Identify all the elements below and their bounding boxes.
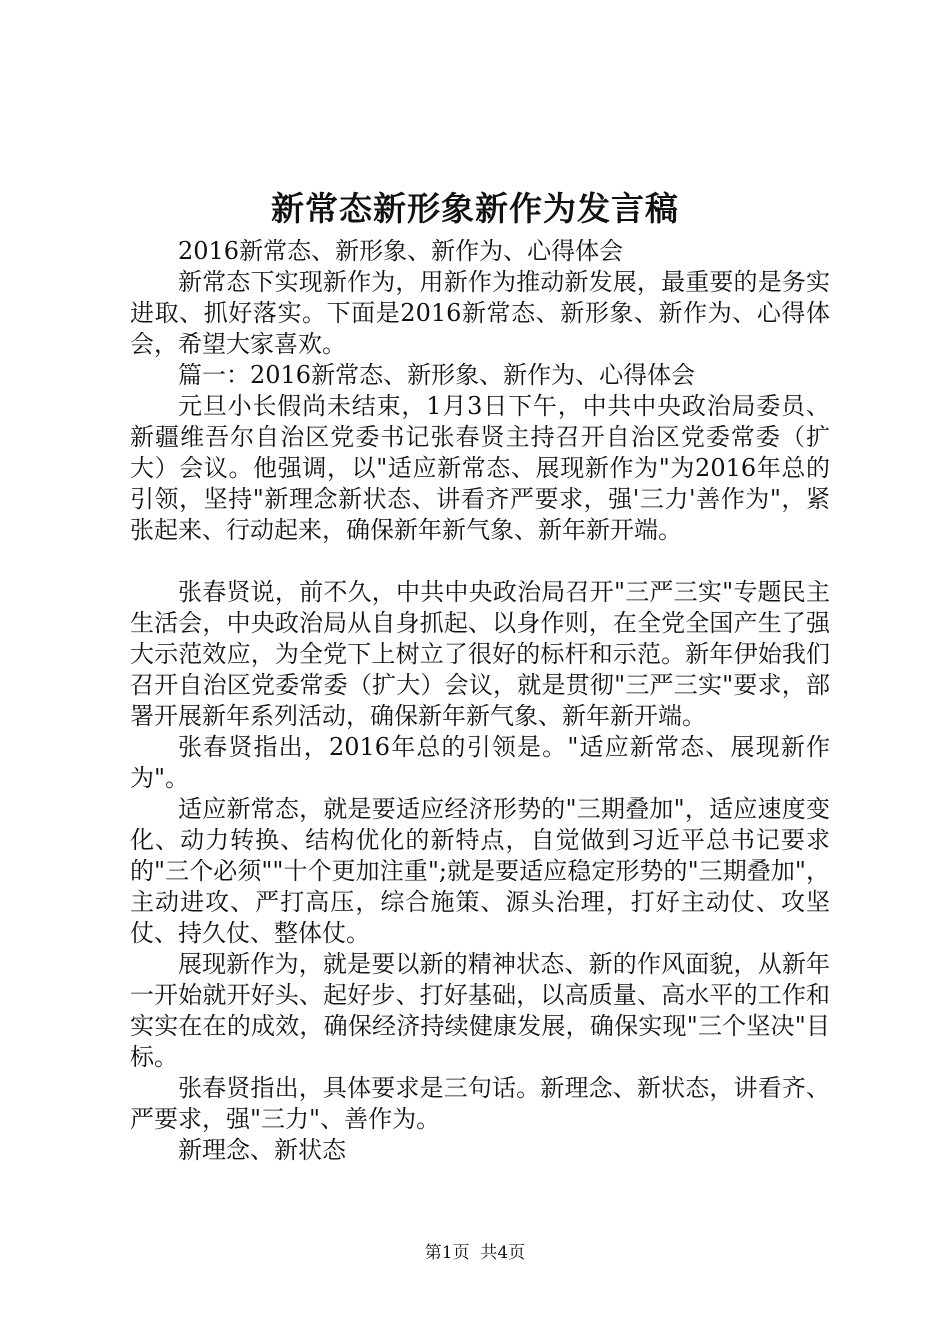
paragraph: 适应新常态，就是要适应经济形势的"三期叠加"，适应速度变化、动力转换、结构优化的新特点，自觉做到习近平总书记要求的"三个必须""十个更加注重";就是要适应稳定形势的"三期叠加"，主动进攻、严打高压，综合施策、源头治理，打好主动仗、攻坚仗、持久仗、整体仗。 [130,795,830,947]
page-number: 第1页 [424,1243,470,1263]
paragraph: 篇一：2016新常态、新形象、新作为、心得体会 [178,361,696,389]
paragraph: 展现新作为，就是要以新的精神状态、新的作风面貌，从新年一开始就开好头、起好步、打好基础，以高质量、高水平的工作和实实在在的成效，确保经济持续健康发展，确保实现"三个坚决"目标。 [130,950,830,1071]
page-footer [0,1241,950,1265]
paragraph: 新常态下实现新作为，用新作为推动新发展，最重要的是务实进取、抓好落实。下面是2016新常态、新形象、新作为、心得体会，希望大家喜欢。 [130,268,830,358]
paragraph: 张春贤指出，2016年总的引领是。"适应新常态、展现新作为"。 [130,733,830,792]
paragraph: 2016新常态、新形象、新作为、心得体会 [178,237,624,265]
page-total: 共4页 [480,1243,526,1263]
paragraph: 张春贤说，前不久，中共中央政治局召开"三严三实"专题民主生活会，中央政治局从自身抓起、以身作则，在全党全国产生了强大示范效应，为全党下上树立了很好的标杆和示范。新年伊始我们召开自治区党委常委（扩大）会议，就是贯彻"三严三实"要求，部署开展新年系列活动，确保新年新气象、新年新开端。 [130,578,830,730]
paragraph: 元旦小长假尚未结束，1月3日下午，中共中央政治局委员、新疆维吾尔自治区党委书记张春贤主持召开自治区党委常委（扩大）会议。他强调，以"适应新常态、展现新作为"为2016年总的引领，坚持"新理念新状态、讲看齐严要求，强'三力'善作为"，紧张起来、行动起来，确保新年新气象、新年新开端。 [130,392,830,544]
paragraph: 新理念、新状态 [178,1136,346,1164]
document-body [130,236,830,1166]
paragraph: 张春贤指出，具体要求是三句话。新理念、新状态，讲看齐、严要求，强"三力"、善作为。 [130,1074,830,1133]
document-title: 新常态新形象新作为发言稿 [271,189,679,228]
